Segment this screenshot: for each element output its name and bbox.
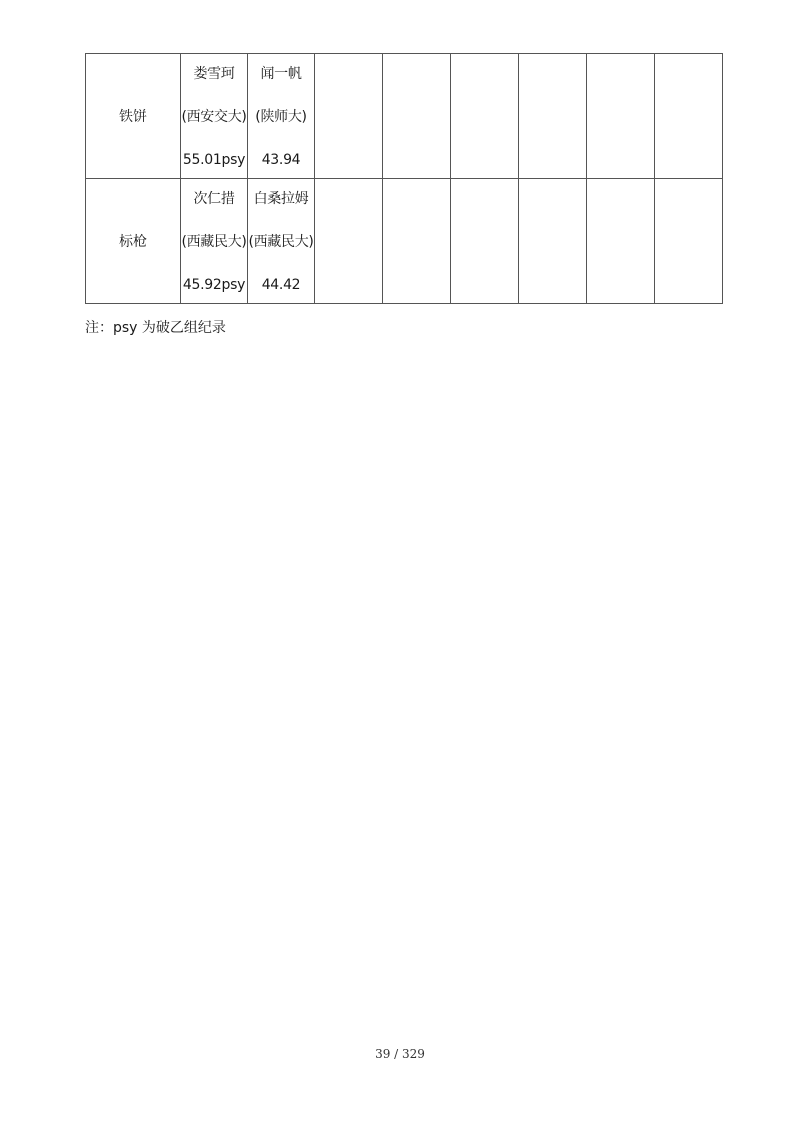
athlete-mark: 55.01psy [182,152,246,168]
table-row [86,179,723,304]
event-label: 铁饼 [119,109,147,125]
empty-cell [587,179,655,304]
empty-cell [383,179,451,304]
entry-cell [248,54,315,179]
athlete-mark: 44.42 [261,277,301,293]
empty-cell [315,54,383,179]
athlete-name: 娄雪珂 [193,66,235,82]
athlete-school: (西藏民大) [181,234,247,250]
event-cell [86,54,181,179]
table-row [86,54,723,179]
empty-cell [315,179,383,304]
empty-cell [587,54,655,179]
athlete-name: 白桑拉姆 [253,191,309,207]
empty-cell [451,179,519,304]
athlete-name: 次仁措 [193,191,235,207]
entry-cell [181,179,248,304]
empty-cell [519,179,587,304]
page-number: 39 / 329 [375,1047,425,1061]
empty-cell [383,54,451,179]
athlete-mark: 45.92psy [182,277,246,293]
event-cell [86,179,181,304]
event-label: 标枪 [119,234,147,250]
results-table [85,53,723,304]
empty-cell [655,54,723,179]
athlete-school: (西藏民大) [248,234,314,250]
athlete-school: (陕师大) [255,109,307,125]
athlete-school: (西安交大) [181,109,247,125]
table-note: 注：psy 为破乙组纪录 [85,320,226,336]
entry-cell [248,179,315,304]
athlete-name: 闻一帆 [260,66,302,82]
empty-cell [655,179,723,304]
empty-cell [451,54,519,179]
athlete-mark: 43.94 [261,152,301,168]
empty-cell [519,54,587,179]
entry-cell [181,54,248,179]
